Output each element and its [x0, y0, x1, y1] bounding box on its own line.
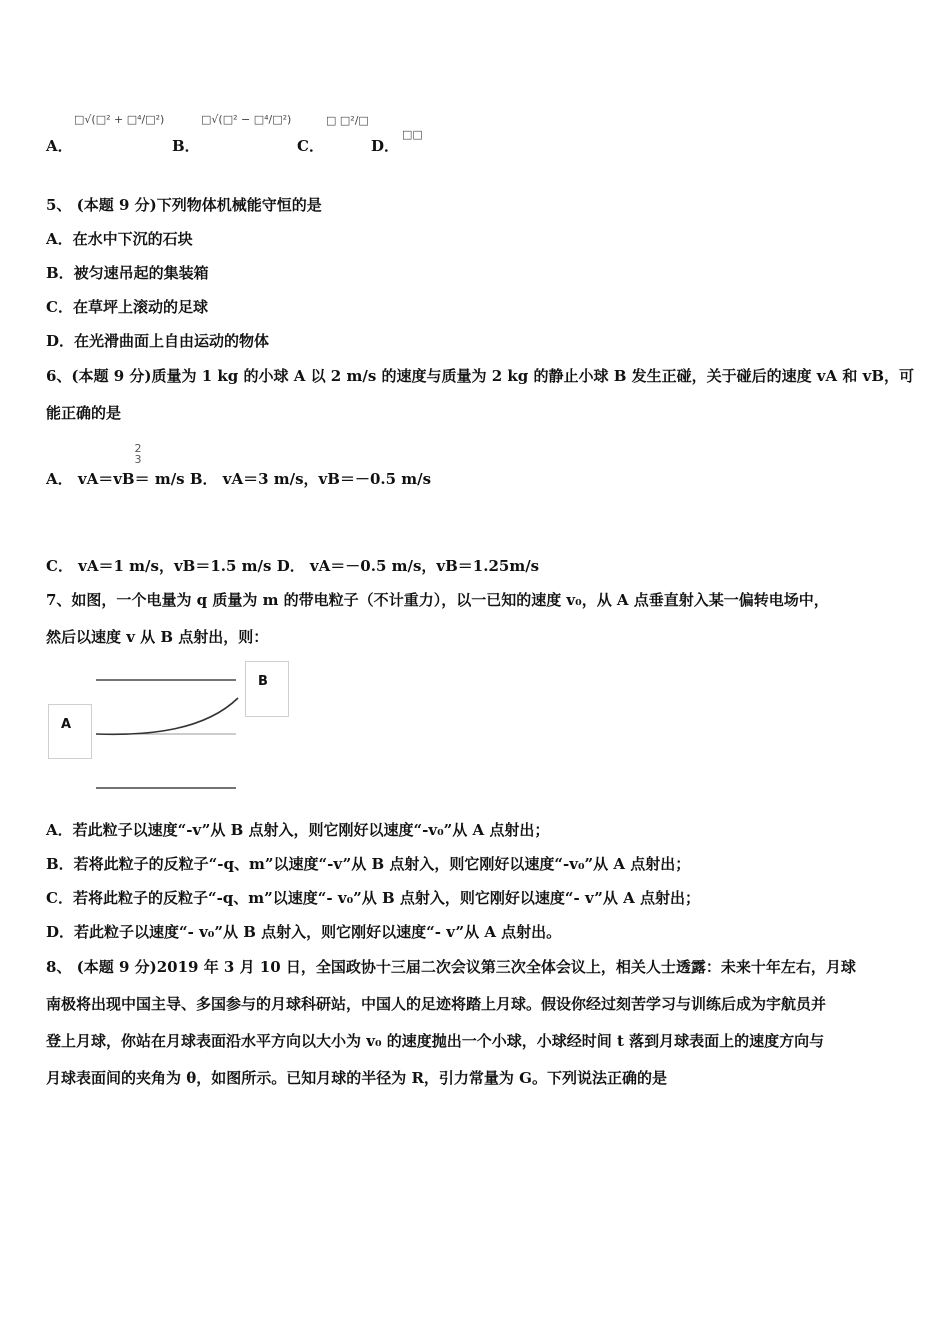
- q7-stem-line2: 然后以速度 v 从 B 点射出，则：: [46, 628, 269, 646]
- q7-option-d[interactable]: D．若此粒子以速度“- v₀”从 B 点射入，则它刚好以速度“- v”从 A 点射出。: [46, 923, 562, 941]
- q4-option-b-formula: □√(□² − □⁴/□²): [201, 113, 292, 126]
- q5-option-d[interactable]: D．在光滑曲面上自由运动的物体: [46, 332, 270, 350]
- q4-option-a-label: A．: [46, 137, 73, 155]
- q5-option-c[interactable]: C．在草坪上滚动的足球: [46, 298, 208, 316]
- q4-option-b-label: B．: [172, 137, 200, 155]
- q5-option-b[interactable]: B．被匀速吊起的集装箱: [46, 264, 209, 282]
- q5-option-a[interactable]: A．在水中下沉的石块: [46, 230, 193, 248]
- q7-option-a[interactable]: A．若此粒子以速度“-v”从 B 点射入，则它刚好以速度“-v₀”从 A 点射出；: [46, 821, 550, 839]
- q6-fraction-numerator: 2: [134, 442, 142, 455]
- q8-stem-line4: 月球表面间的夹角为 θ，如图所示。已知月球的半径为 R，引力常量为 G。下列说法正确的是: [46, 1069, 667, 1087]
- q4-option-d-label: D．: [371, 137, 400, 155]
- point-b-box: [245, 661, 289, 717]
- q4-option-a-formula: □√(□² + □⁴/□²): [74, 113, 165, 126]
- point-a-label: A: [61, 717, 72, 732]
- q6-stem-line1: 6、(本题 9 分)质量为 1 kg 的小球 A 以 2 m/s 的速度与质量为 2 kg 的静止小球 B 发生正碰，关于碰后的速度 vA 和 vB，可: [46, 367, 915, 385]
- q5-stem: 5、 (本题 9 分)下列物体机械能守恒的是: [46, 196, 322, 214]
- particle-trajectory: [96, 698, 238, 734]
- q6-options-cd[interactable]: C． vA＝1 m/s，vB＝1.5 m/s D． vA＝－0.5 m/s，vB＝1.25m/s: [46, 557, 540, 575]
- q7-option-c[interactable]: C．若将此粒子的反粒子“-q、m”以速度“- v₀”从 B 点射入，则它刚好以速度“- v”从 A 点射出；: [46, 889, 700, 907]
- q4-option-c-formula: □ □²/□: [326, 114, 369, 127]
- q7-stem-line1: 7、如图，一个电量为 q 质量为 m 的带电粒子（不计重力），以一已知的速度 v₀，从 A 点垂直射入某一偏转电场中，: [46, 591, 829, 609]
- q4-option-d-formula: □□: [402, 128, 423, 141]
- q6-options-ab[interactable]: A． vA＝vB＝ m/s B． vA＝3 m/s，vB＝－0.5 m/s: [46, 470, 432, 488]
- point-b-label: B: [258, 674, 268, 689]
- q8-stem-line2: 南极将出现中国主导、多国参与的月球科研站，中国人的足迹将踏上月球。假设你经过刻苦学习与训练后成为宇航员并: [46, 995, 827, 1013]
- q6-stem-line2: 能正确的是: [46, 404, 122, 422]
- q7-option-b[interactable]: B．若将此粒子的反粒子“-q、m”以速度“-v”从 B 点射入，则它刚好以速度“-v₀”从 A 点射出；: [46, 855, 691, 873]
- q8-stem-line1: 8、 (本题 9 分)2019 年 3 月 10 日，全国政协十三届二次会议第三次全体会议上，相关人士透露：未来十年左右，月球: [46, 958, 856, 976]
- q4-option-c-label: C．: [297, 137, 324, 155]
- q6-fraction-denominator: 3: [134, 453, 142, 466]
- point-a-box: [48, 704, 92, 759]
- q8-stem-line3: 登上月球，你站在月球表面沿水平方向以大小为 v₀ 的速度抛出一个小球，小球经时间 t 落到月球表面上的速度方向与: [46, 1032, 825, 1050]
